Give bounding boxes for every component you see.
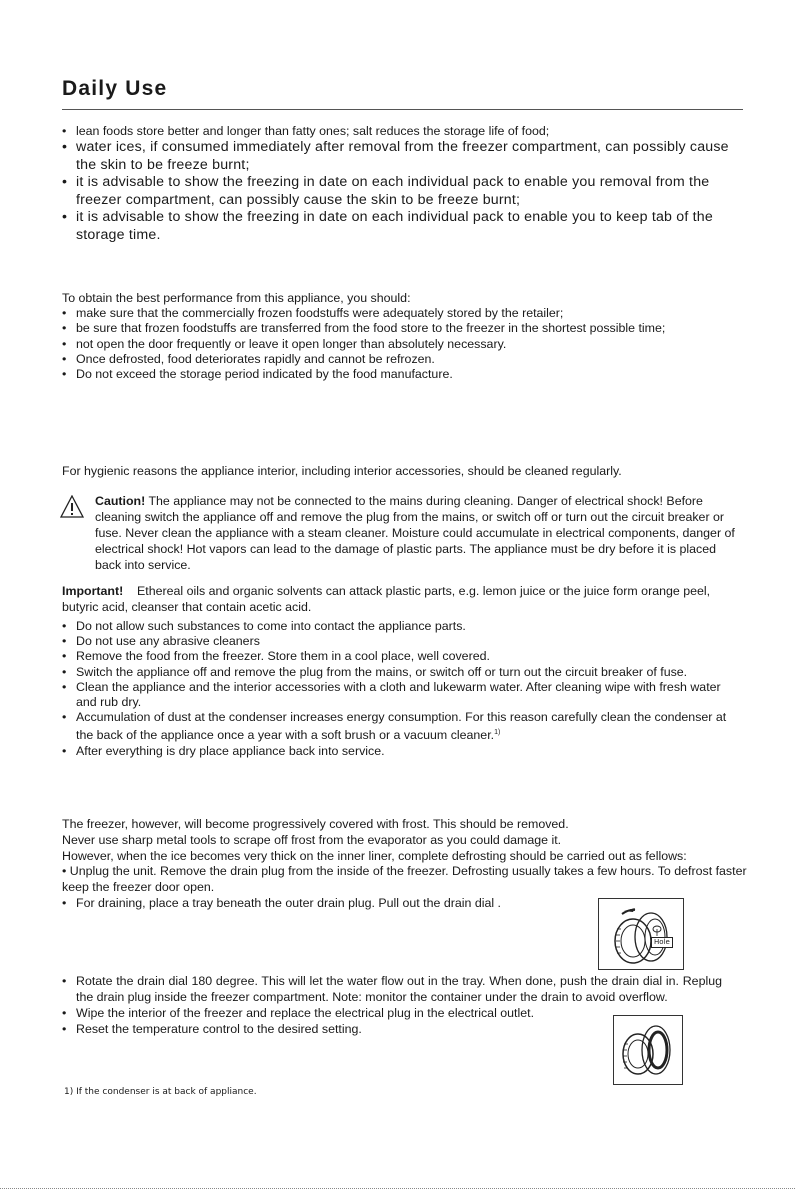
page-bottom-border xyxy=(0,1188,795,1190)
list-item: • Do not exceed the storage period indicated by the food manufacture. xyxy=(62,367,732,382)
list-item: • Remove the food from the freezer. Store them in a cool place, well covered. xyxy=(62,649,732,664)
list-item: • not open the door frequently or leave it open longer than absolutely necessary. xyxy=(62,337,732,352)
drain-dial-pull-illustration xyxy=(598,898,684,970)
title-divider xyxy=(62,109,743,110)
cleaning-lead: For hygienic reasons the appliance interior, including interior accessories, should be cleaned regularly. xyxy=(62,464,622,478)
page-title: Daily Use xyxy=(62,77,168,100)
footnote: 1) If the condenser is at back of appliance. xyxy=(64,1087,257,1097)
defrost-paragraph: The freezer, however, will become progressively covered with frost. This should be removed. xyxy=(62,817,569,831)
important-note xyxy=(62,583,732,615)
cleaning-section xyxy=(62,619,732,759)
caution-text: The appliance may not be connected to the mains during cleaning. Danger of electrical shock! Before cleaning switch the appliance off and remove the plug from the mains, or switch off or turn out the circuit breaker or fuse. Never clean the appliance with a steam cleaner. Moisture could accumulate in electrical components, danger of electrical shock! Hot vapors can lead to the damage of plastic parts. The appliance must be dry before it is placed back into service. xyxy=(95,494,735,572)
caution-note xyxy=(95,493,735,573)
list-item: • After everything is dry place appliance back into service. xyxy=(62,744,732,759)
important-text: Ethereal oils and organic solvents can attack plastic parts, e.g. lemon juice or the juice form orange peel, butyric acid, cleanser that contain acetic acid. xyxy=(62,584,714,614)
list-item: • water ices, if consumed immediately after removal from the freezer compartment, can possibly cause the skin to be freeze burnt; xyxy=(62,139,732,174)
defrost-step-text: Unplug the unit. Remove the drain plug from the inside of the freezer. Defrosting usually takes a few hours. To defrost faster keep the freezer door open. xyxy=(62,864,747,895)
warning-triangle-icon xyxy=(60,495,84,519)
list-item: • make sure that the commercially frozen foodstuffs were adequately stored by the retailer; xyxy=(62,306,732,321)
list-item: • Do not allow such substances to come into contact the appliance parts. xyxy=(62,619,732,634)
intro-section xyxy=(62,124,732,139)
hole-label: Hole xyxy=(651,937,673,948)
list-item xyxy=(62,710,732,744)
list-item: • it is advisable to show the freezing in date on each individual pack to enable you to keep tab of the storage time. xyxy=(62,209,732,244)
cleaning-lead-block xyxy=(62,464,762,479)
footnote-mark: 1) xyxy=(494,729,501,737)
list-item: • For draining, place a tray beneath the outer drain plug. Pull out the drain dial . xyxy=(62,896,597,912)
list-item: • Do not use any abrasive cleaners xyxy=(62,634,732,649)
list-item: • be sure that frozen foodstuffs are transferred from the food store to the freezer in the shortest possible time; xyxy=(62,321,732,336)
defrost-step: • Unplug the unit. Remove the drain plug from the inside of the freezer. Defrosting usually takes a few hours. To defrost faster keep the freezer door open. xyxy=(62,864,747,895)
list-item: • it is advisable to show the freezing in date on each individual pack to enable you removal from the freezer compartment, can possibly cause the skin to be freeze burnt; xyxy=(62,174,732,209)
drain-dial-rotate-icon xyxy=(614,1016,682,1084)
condenser-text: Accumulation of dust at the condenser increases energy consumption. For this reason carefully clean the condenser at the back of the appliance once a year with a soft brush or a vacuum cleaner. xyxy=(76,710,727,743)
list-item: • Reset the temperature control to the desired setting. xyxy=(62,1021,722,1037)
list-item: • Once defrosted, food deteriorates rapidly and cannot be refrozen. xyxy=(62,352,732,367)
intro-section-large xyxy=(62,139,732,244)
list-item: • Wipe the interior of the freezer and replace the electrical plug in the electrical outlet. xyxy=(62,1005,722,1021)
list-item: • Switch the appliance off and remove the plug from the mains, or switch off or turn out the circuit breaker of fuse. xyxy=(62,665,732,680)
defrost-paragraph: Never use sharp metal tools to scrape off frost from the evaporator as you could damage it. xyxy=(62,832,562,847)
drain-dial-pull-icon xyxy=(599,899,683,969)
performance-lead: To obtain the best performance from this appliance, you should: xyxy=(62,291,411,305)
drain-dial-rotate-illustration xyxy=(613,1015,683,1085)
list-item: • Clean the appliance and the interior accessories with a cloth and lukewarm water. After cleaning wipe with fresh water and rub dry. xyxy=(62,680,732,710)
performance-section xyxy=(62,291,732,382)
caution-label: Caution! xyxy=(95,494,146,508)
list-item: • Rotate the drain dial 180 degree. This will let the water flow out in the tray. When done, push the drain dial in. Replug the drain plug inside the freezer compartment. Note: monitor the container under the drain to avoid overflow. xyxy=(62,973,722,1005)
list-item: • lean foods store better and longer than fatty ones; salt reduces the storage life of food; xyxy=(62,124,732,139)
important-label: Important! xyxy=(62,584,124,598)
defrost-paragraph: However, when the ice becomes very thick on the inner liner, complete defrosting should be carried out as fellows: xyxy=(62,848,687,863)
